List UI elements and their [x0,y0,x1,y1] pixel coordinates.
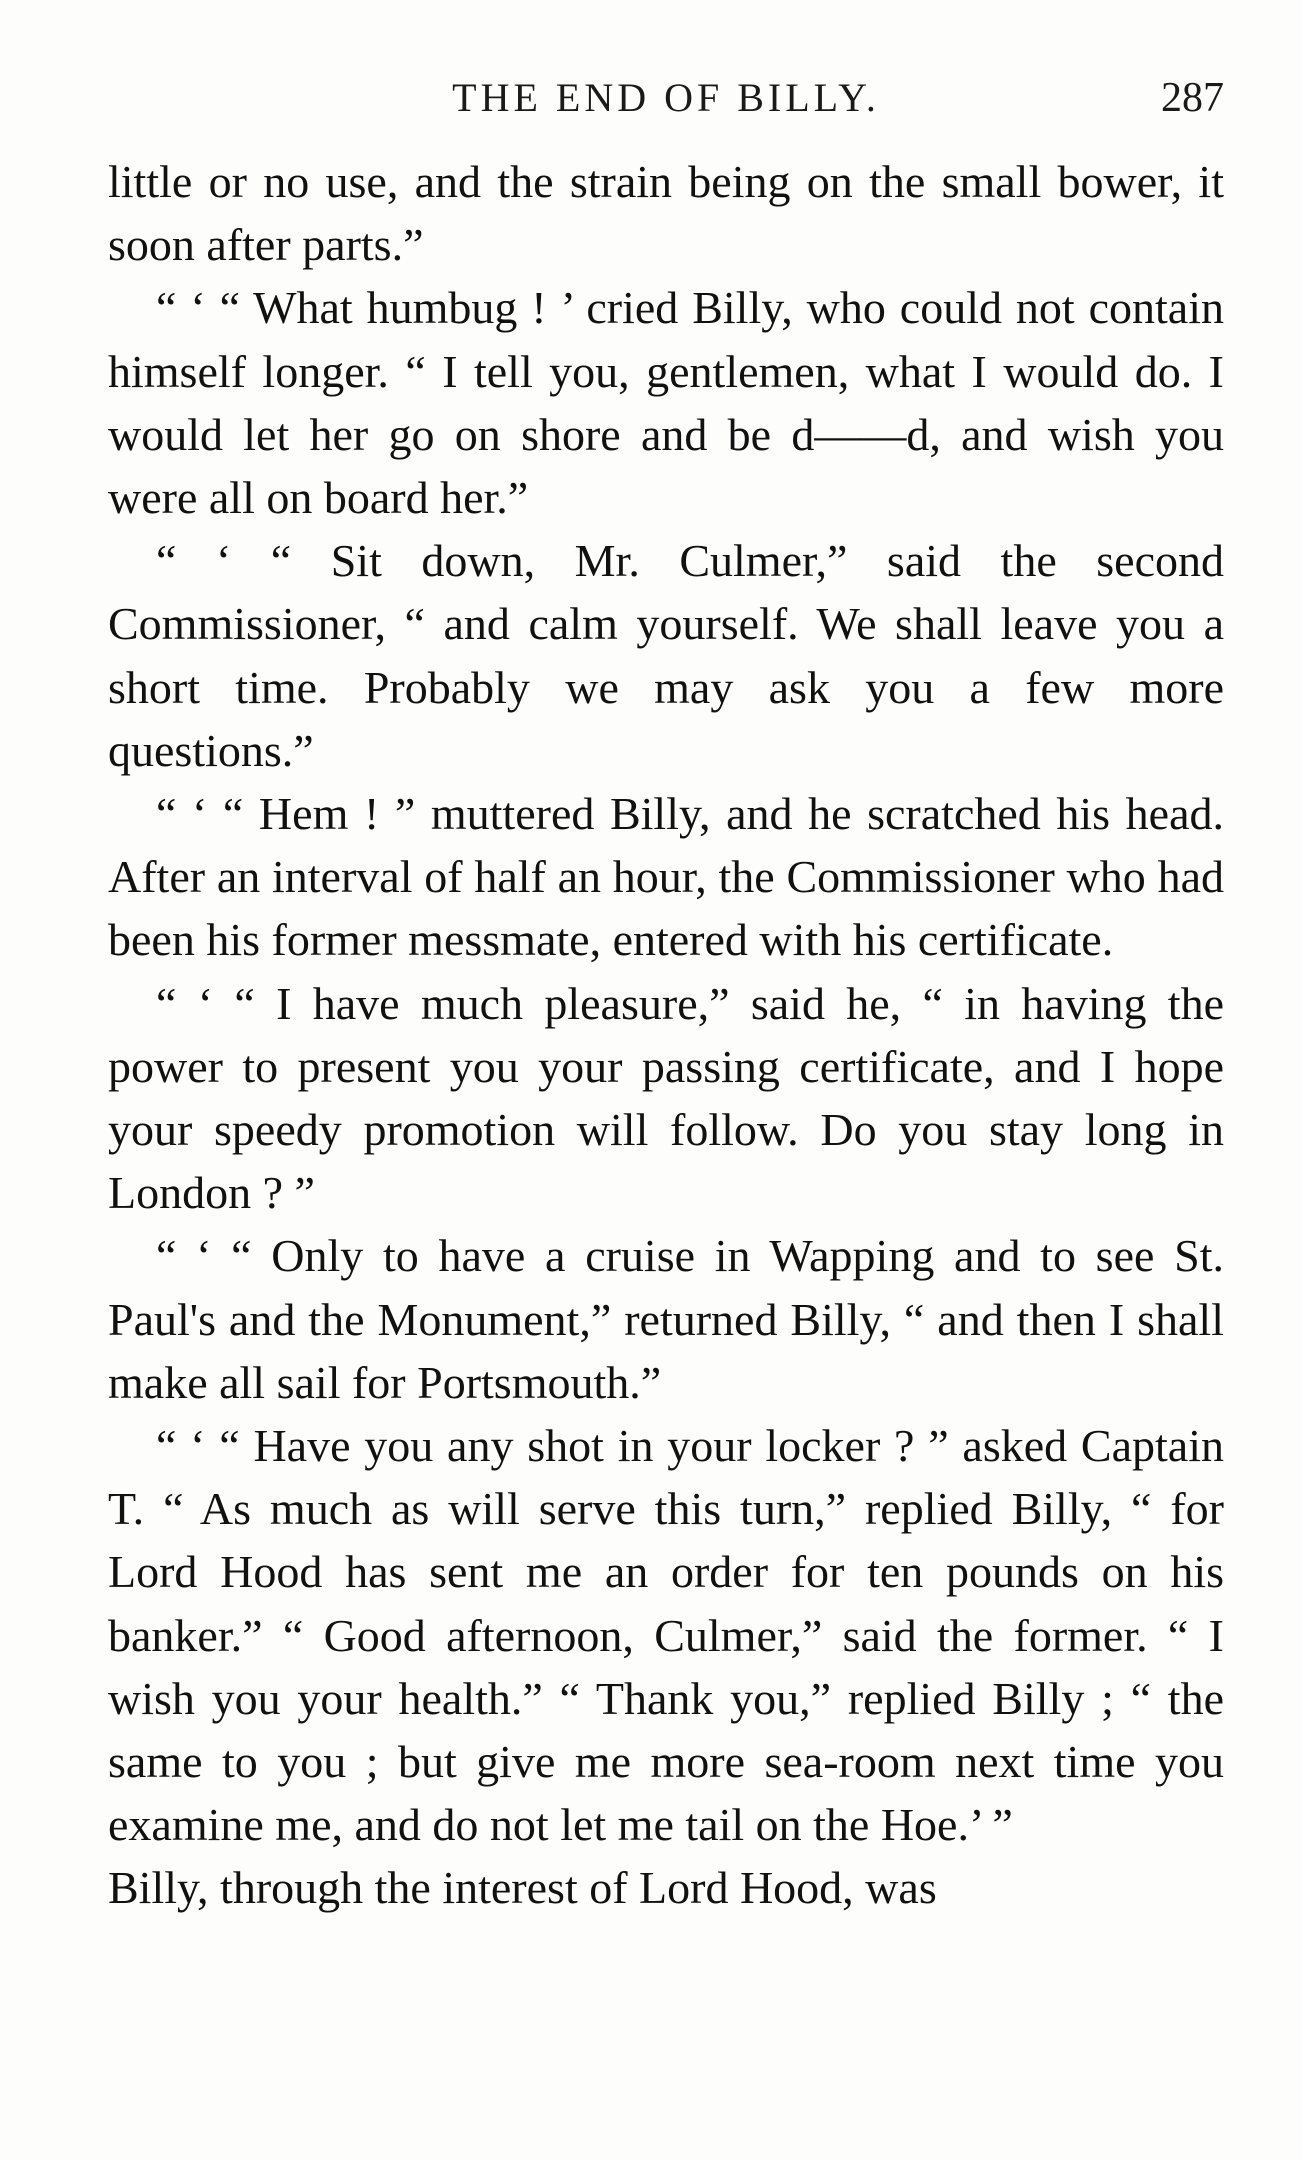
running-title: THE END OF BILLY. [452,75,880,120]
paragraph-final-line: Billy, through the interest of Lord Hood, was [108,1862,937,1914]
paragraph-continued: little or no use, and the strain being on the small bower, it soon after parts.” [108,156,1224,271]
paragraph: “ ‘ “ What humbug ! ’ cried Billy, who could not contain himself longer. “ I tell you, gentlemen, what I would do. I would let her go on shore and be d——d, and wish you were all on board her.” [108,282,1224,524]
paragraph: “ ‘ “ Have you any shot in your locker ? ” asked Captain T. “ As much as will serve this turn,” replied Billy, “ for Lord Hood has sent me an order for ten pounds on his banker.” “ Good afternoon, Culmer,” said the former. “ I wish you your health.” “ Thank you,” replied Billy ; “ the same to you ; but give me more sea-room next time you examine me, and do not let me tail on the Hoe.’ ” [108,1420,1224,1851]
paragraph: “ ‘ “ Hem ! ” muttered Billy, and he scratched his head. After an interval of half an hour, the Commissioner who had been his former messmate, entered with his certificate. [108,788,1224,966]
page-number: 287 [1161,75,1224,121]
body-text [108,150,1224,1920]
paragraph: “ ‘ “ Only to have a cruise in Wapping and to see St. Paul's and the Monument,” returned Billy, “ and then I shall make all sail for Portsmouth.” [108,1230,1224,1408]
paragraph: “ ‘ “ Sit down, Mr. Culmer,” said the second Commissioner, “ and calm yourself. We shall leave you a short time. Probably we may ask you a few more questions.” [108,535,1224,776]
paragraph: “ ‘ “ I have much pleasure,” said he, “ in having the power to present you your passing certificate, and I hope your speedy promotion will follow. Do you stay long in London ? ” [108,977,1224,1219]
page-header [108,68,1224,128]
